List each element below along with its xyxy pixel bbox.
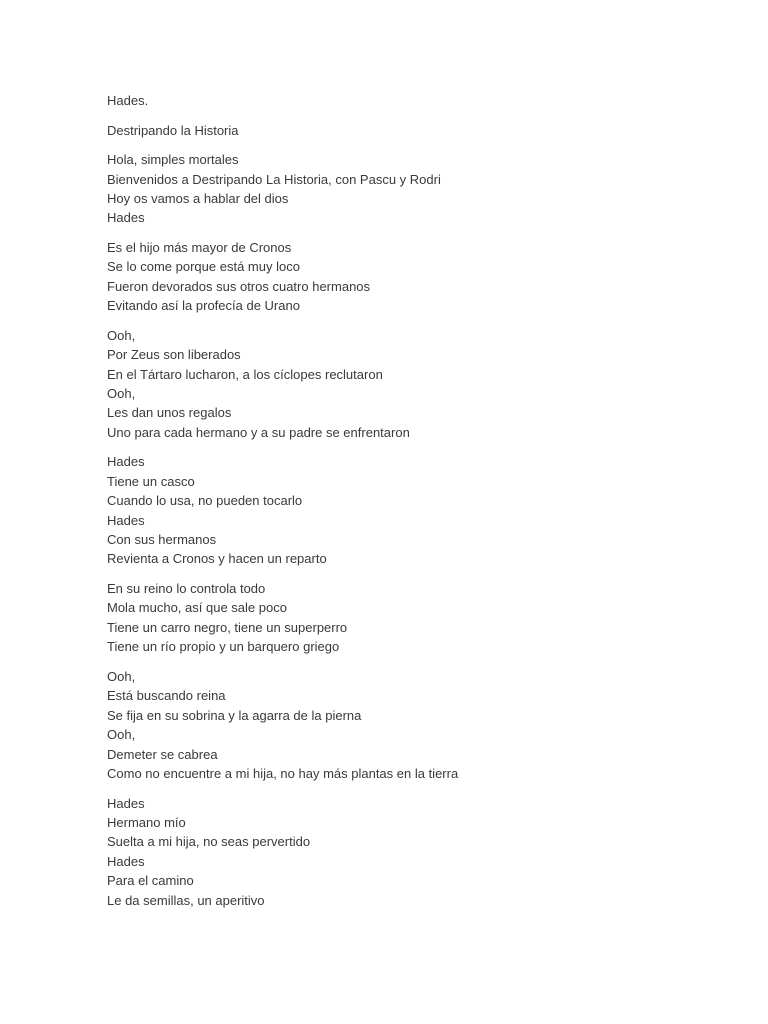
lyric-line: Uno para cada hermano y a su padre se enfrentaron (107, 424, 410, 440)
lyric-line: Con sus hermanos (107, 532, 217, 548)
lyric-line: Fueron devorados sus otros cuatro hermanos (107, 278, 371, 294)
lyric-line: En su reino lo controla todo (107, 581, 266, 597)
lyric-line: Ooh, (107, 386, 136, 402)
stanza (107, 579, 727, 657)
stanza (107, 238, 727, 316)
lyric-line: Tiene un río propio y un barquero griego (107, 639, 340, 655)
lyric-line: Revienta a Cronos y hacen un reparto (107, 551, 327, 567)
lyric-line: Bienvenidos a Destripando La Historia, con Pascu y Rodri (107, 171, 441, 187)
stanza (107, 326, 727, 442)
stanza (107, 150, 727, 228)
document-page (107, 91, 727, 920)
lyric-line: Hades (107, 795, 145, 811)
lyric-line: Hades (107, 454, 145, 470)
lyric-line: Cuando lo usa, no pueden tocarlo (107, 493, 303, 509)
lyric-line: Tiene un casco (107, 473, 195, 489)
lyric-line: Es el hijo más mayor de Cronos (107, 240, 292, 255)
lyric-line: Hermano mío (107, 814, 186, 830)
stanza (107, 667, 727, 783)
lyric-line: Hola, simples mortales (107, 152, 239, 168)
lyric-line: En el Tártaro lucharon, a los cíclopes reclutaron (107, 366, 383, 382)
lyric-line: Hades (107, 512, 145, 528)
lyric-line: Se fija en su sobrina y la agarra de la pierna (107, 707, 362, 723)
document-subtitle (107, 121, 727, 140)
lyric-line: Hoy os vamos a hablar del dios (107, 191, 289, 206)
lyric-line: Como no encuentre a mi hija, no hay más plantas en la tierra (107, 765, 459, 781)
lyric-line: Le da semillas, un aperitivo (107, 892, 265, 908)
stanza (107, 452, 727, 568)
document-title (107, 91, 727, 110)
lyric-line: Hades (107, 210, 145, 226)
lyric-line: Les dan unos regalos (107, 405, 232, 421)
lyric-line: Mola mucho, así que sale poco (107, 600, 287, 616)
subtitle-text: Destripando la Historia (107, 122, 239, 138)
lyric-line: Ooh, (107, 327, 136, 343)
lyric-line: Suelta a mi hija, no seas pervertido (107, 834, 311, 850)
lyric-line: Demeter se cabrea (107, 746, 218, 762)
lyric-line: Hades (107, 853, 145, 869)
title-text: Hades. (107, 93, 149, 108)
lyric-line: Evitando así la profecía de Urano (107, 298, 300, 314)
lyric-line: Ooh, (107, 668, 136, 684)
lyric-line: Para el camino (107, 873, 194, 889)
lyric-line: Por Zeus son liberados (107, 347, 241, 363)
stanza (107, 794, 727, 910)
lyrics-body (107, 150, 727, 910)
lyric-line: Está buscando reina (107, 688, 226, 704)
lyric-line: Se lo come porque está muy loco (107, 259, 300, 275)
lyric-line: Tiene un carro negro, tiene un superperro (107, 619, 348, 635)
lyric-line: Ooh, (107, 727, 136, 743)
